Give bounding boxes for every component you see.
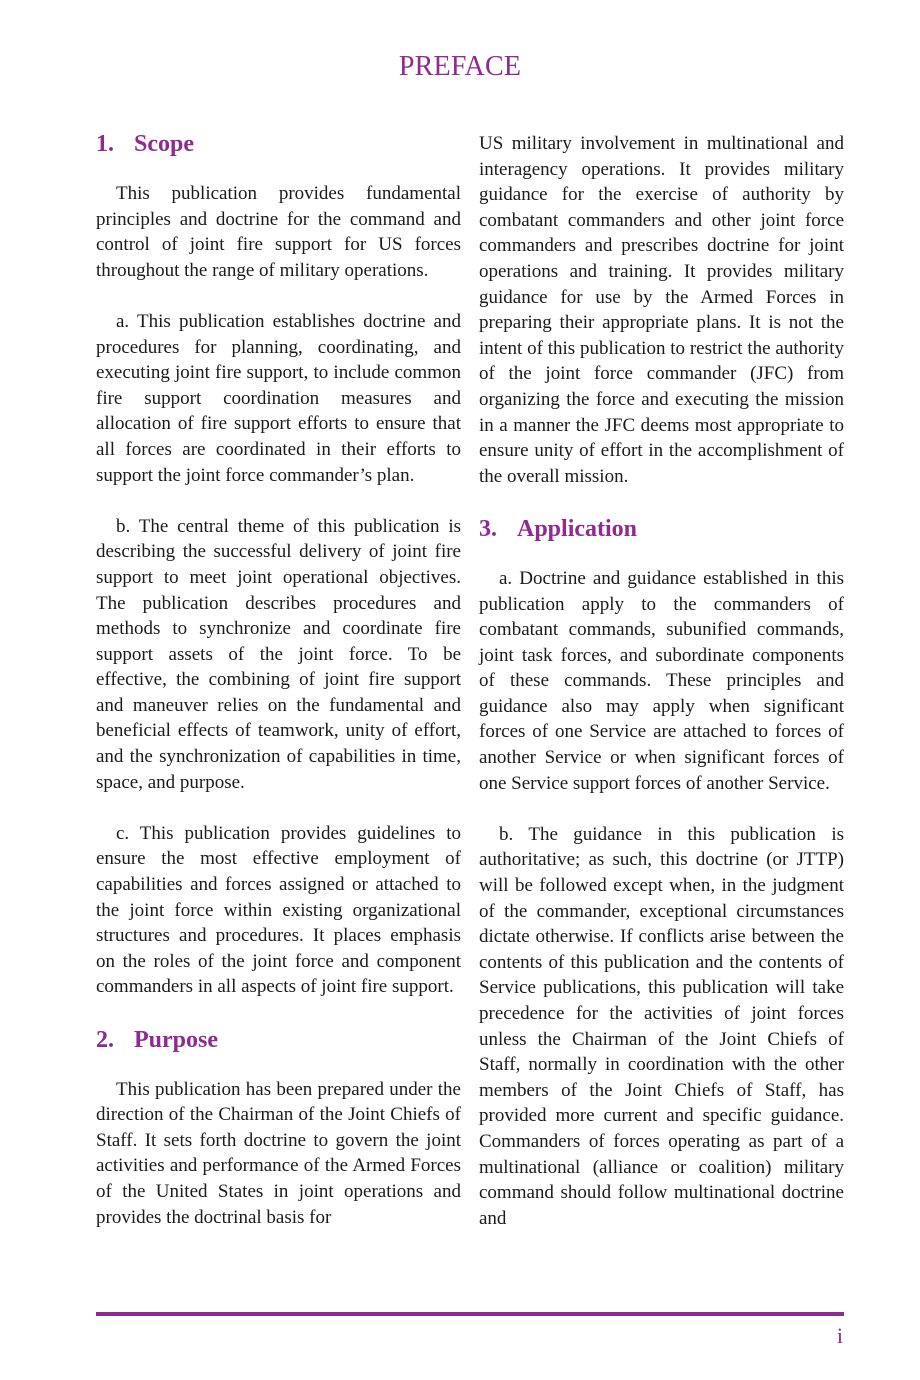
scope-paragraph-a: a. This publication establishes doctrine and procedures for planning, coordinating, and executing joint fire support, to include common fire support coordination measures and allocation of fire support efforts to ensure that all forces are coordinated in their efforts to support the joint force commander’s plan. — [96, 310, 461, 486]
section-heading-application — [479, 515, 844, 543]
section-title: Purpose — [134, 1026, 218, 1053]
section-number: 2. — [96, 1026, 114, 1053]
section-number: 1. — [96, 131, 114, 157]
application-paragraph-b: b. The guidance in this publication is authoritative; as such, this doctrine (or JTTP) will be followed except when, in the judgment of the commander, exceptional circumstances dictate otherwise. If conflicts arise between the contents of this publication and the contents of Service publications, this publication will take precedence for the activities of joint forces unless the Chairman of the Joint Chiefs of Staff, normally in coordination with the other members of the Joint Chiefs of Staff, has provided more current and specific guidance. Commanders of forces operating as part of a multinational (alliance or coalition) military command should follow multinational doctrine and — [479, 823, 844, 1229]
purpose-paragraph-start: This publication has been prepared under the direction of the Chairman of the Joint Chiefs of Staff. It sets forth doctrine to govern the joint activities and performance of the Armed Forces of the United States in joint operations and provides the doctrinal basis for — [96, 1078, 461, 1228]
section-heading-scope — [96, 130, 461, 158]
section-heading-purpose — [96, 1026, 461, 1054]
section-title: Scope — [134, 131, 194, 157]
purpose-paragraph-continued: US military involvement in multinational and interagency operations. It provides military guidance for the exercise of authority by combatant commanders and other joint force commanders and prescribes doctrine for joint operations and training. It provides military guidance for use by the Armed Forces in preparing their appropriate plans. It is not the intent of this publication to restrict the authority of the joint force commander (JFC) from organizing the force and executing the mission in a manner the JFC deems most appropriate to ensure unity of effort in the accomplishment of the overall mission. — [479, 133, 844, 487]
footer-divider — [96, 1312, 844, 1316]
page-number: i — [836, 1323, 843, 1348]
application-paragraph-a: a. Doctrine and guidance established in this publication apply to the commanders of combatant commands, subunified commands, joint task forces, and subordinate components of these commands. These principles and guidance also may apply when significant forces of one Service are attached to forces of another Service or when significant forces of one Service support forces of another Service. — [479, 567, 844, 794]
page-title: PREFACE — [398, 51, 522, 82]
right-column — [479, 131, 844, 1257]
scope-intro-paragraph: This publication provides fundamental principles and doctrine for the command and control of joint fire support for US forces throughout the range of military operations. — [96, 183, 461, 281]
section-number: 3. — [479, 515, 497, 542]
section-title: Application — [517, 515, 638, 542]
scope-paragraph-c: c. This publication provides guidelines to ensure the most effective employment of capabilities and forces assigned or attached to the joint force within existing organizational structures and procedures. It places emphasis on the roles of the joint force and component commanders in all aspects of joint fire support. — [96, 822, 461, 998]
scope-paragraph-b: b. The central theme of this publication is describing the successful delivery of joint fire support to meet joint operational objectives. The publication describes procedures and methods to synchronize and coordinate fire support assets of the joint force. To be effective, the combining of joint fire support and maneuver relies on the fundamental and beneficial effects of teamwork, unity of effort, and the synchronization of capabilities in time, space, and purpose. — [96, 515, 461, 793]
left-column — [96, 130, 461, 1256]
